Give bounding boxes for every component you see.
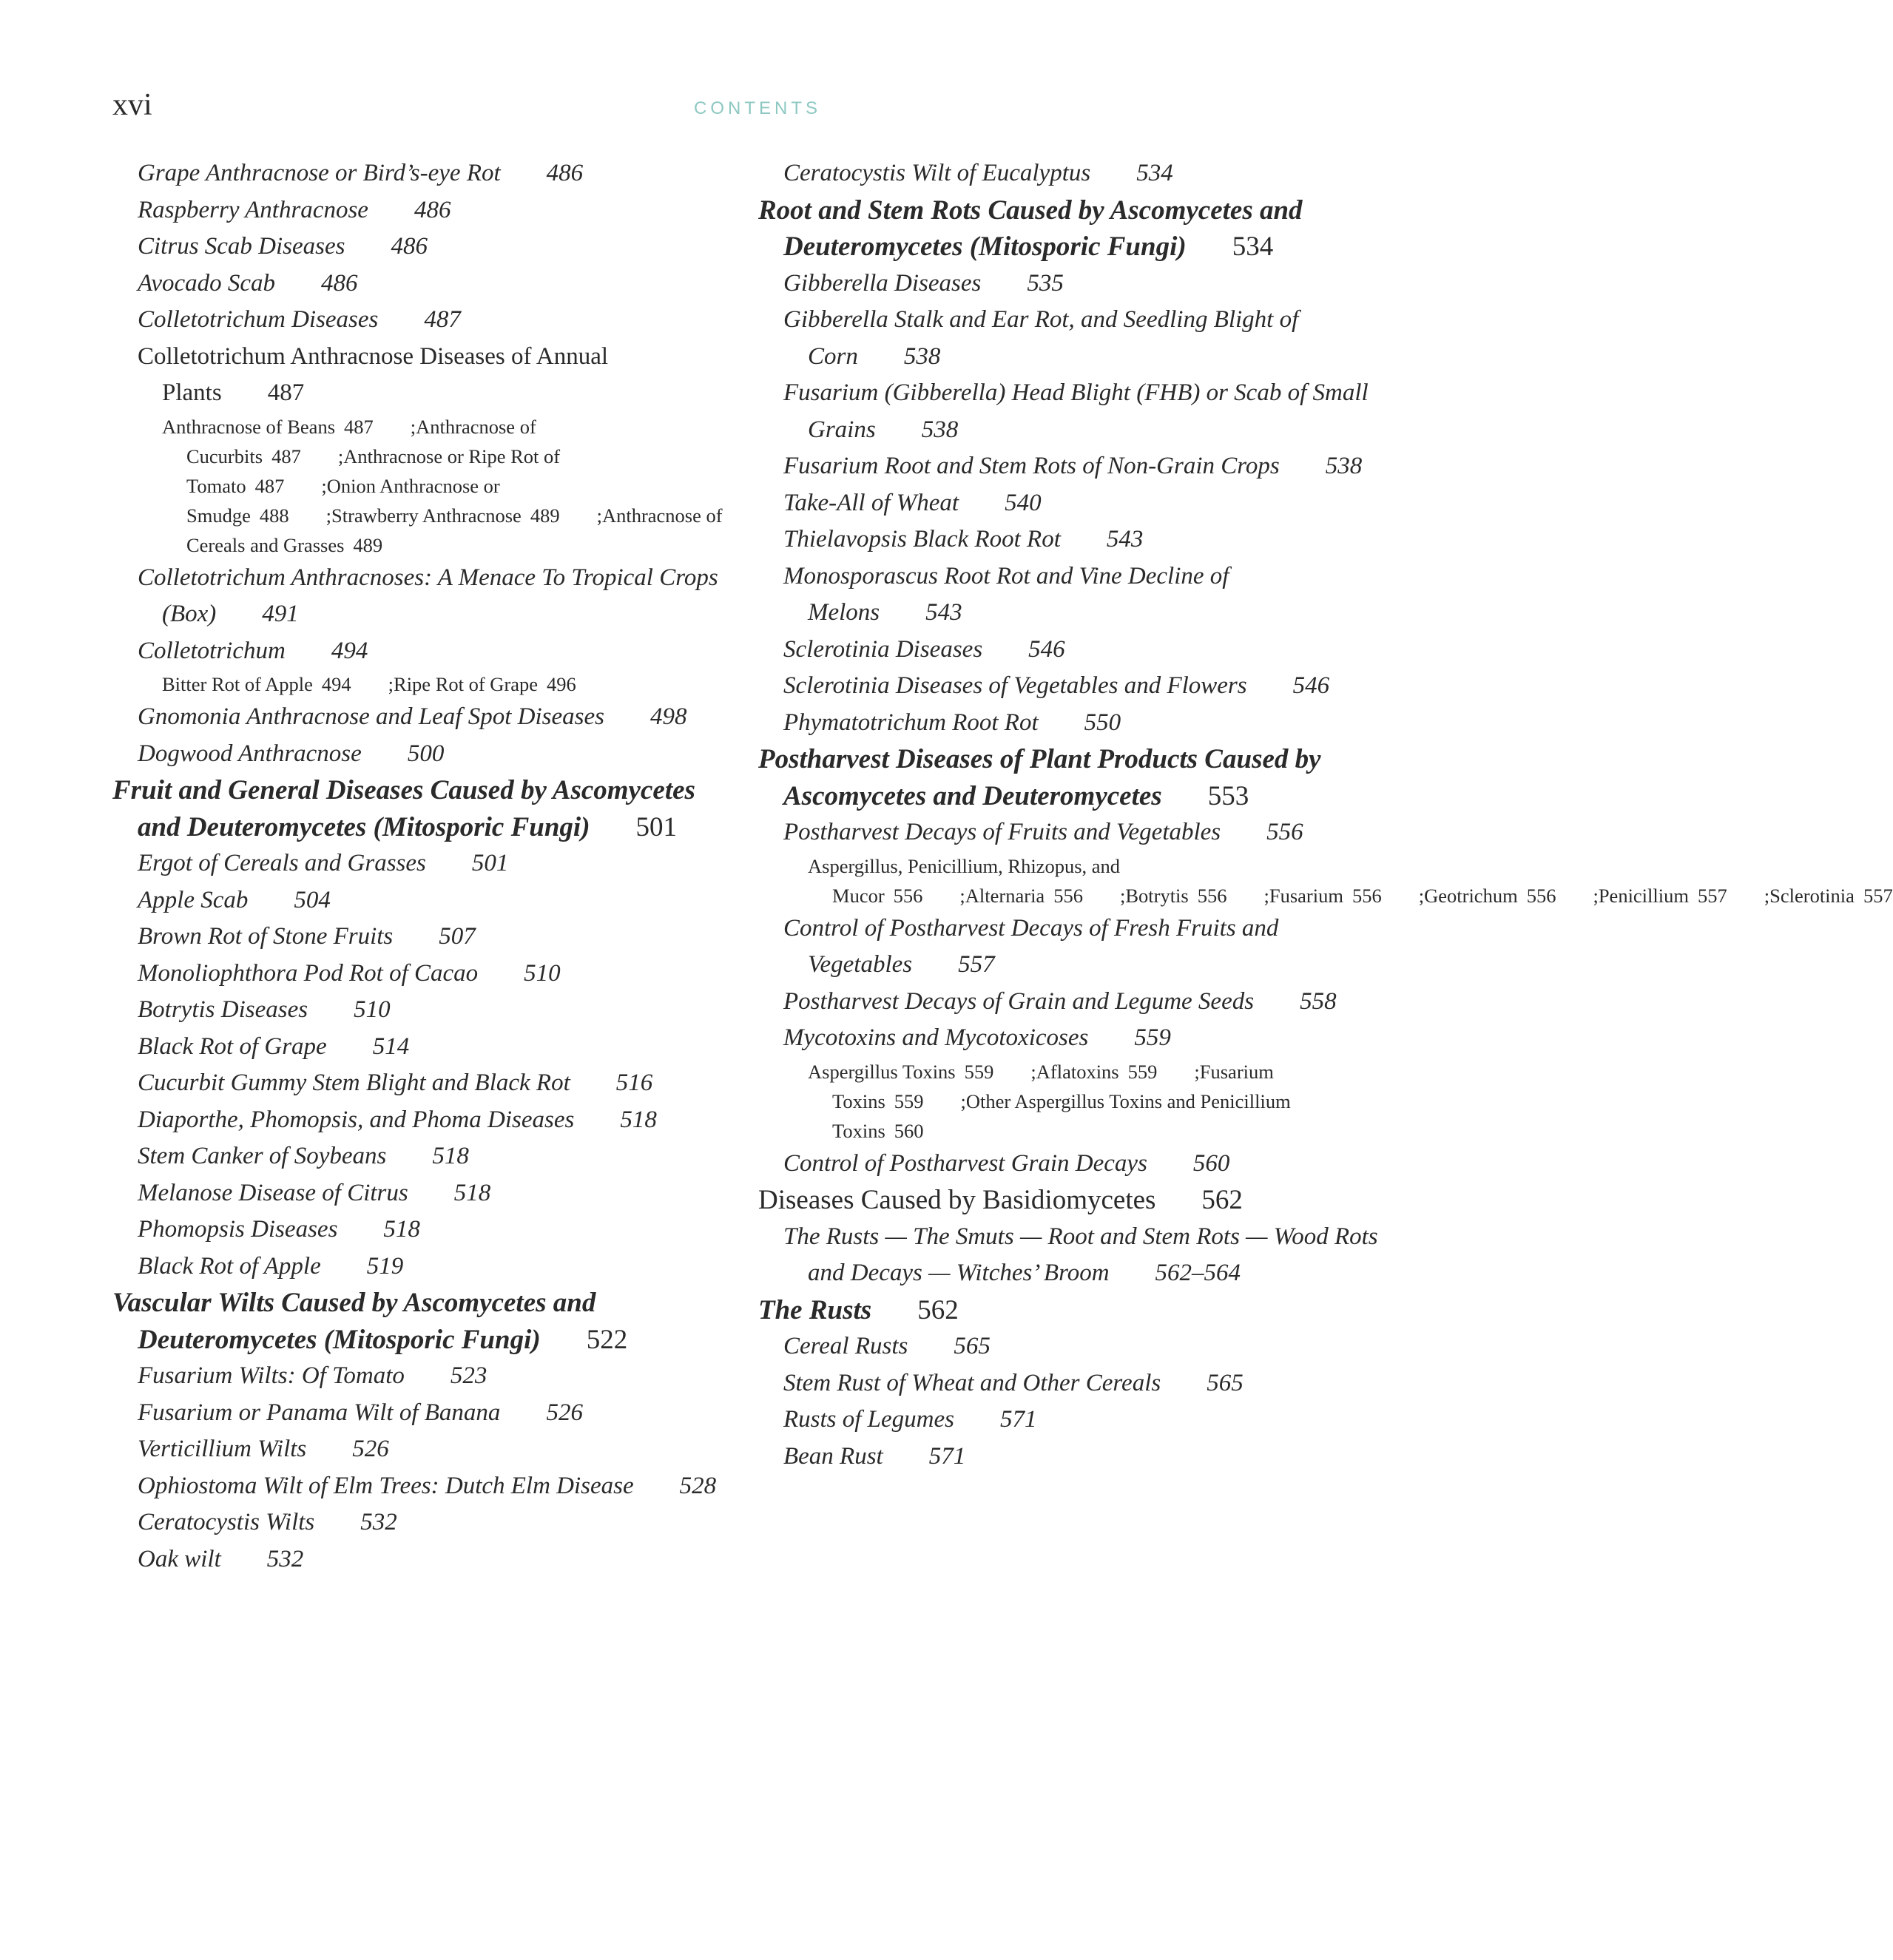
toc-subentry-group [758,1057,1380,1146]
toc-page-number: 504 [294,886,331,913]
toc-page-number: 494 [331,637,368,664]
toc-page-number: 556 [893,884,923,907]
toc-page-number: 518 [432,1143,469,1169]
toc-page-number: 488 [259,504,289,527]
toc-entry [112,155,734,192]
toc-page-number: 540 [1005,489,1042,516]
toc-entry-title: Apple Scab [138,886,249,913]
toc-entry [758,1328,1380,1365]
toc-entry-title: Fusarium Root and Stem Rots of Non-Grain Crops [783,453,1280,479]
toc-page-number: 538 [1325,453,1363,479]
separator: ; [1764,884,1770,907]
toc-page-number: 559 [964,1060,994,1083]
toc-page-number: 557 [1698,884,1727,907]
toc-page-number: 494 [321,673,351,695]
toc-entry-title: Cucurbit Gummy Stem Blight and Black Rot [138,1069,570,1096]
toc-entry [758,1402,1380,1439]
toc-entry-title: Colletotrichum Anthracnoses: A Menace To Tropical Crops (Box) [138,564,718,627]
toc-entry-title: Sclerotinia Diseases of Vegetables and Flowers [783,672,1247,699]
toc-page-number: 486 [546,160,584,186]
toc-entry [758,1146,1380,1183]
toc-page-number: 556 [1266,819,1303,845]
toc-entry-title: Ceratocystis Wilt of Eucalyptus [783,160,1091,186]
toc-section-heading [758,741,1380,814]
toc-entry-title: Brown Rot of Stone Fruits [138,923,394,950]
separator: ; [1418,884,1425,907]
toc-entry-title: Control of Postharvest Decays of Fresh Fruits and Vegetables [783,914,1279,978]
toc-entry-title: Ergot of Cereals and Grasses [138,850,426,876]
toc-entry-title: Colletotrichum Diseases [138,306,379,333]
toc-page-number: 560 [1192,1149,1230,1177]
separator: ; [321,474,327,497]
toc-entry [758,668,1380,705]
toc-entry-title: Gibberella Stalk and Ear Rot, and Seedling Blight of Corn [783,306,1299,370]
toc-page-number: 546 [1292,672,1330,699]
toc-entry-title: Postharvest Decays of Fruits and Vegetables [783,819,1221,845]
separator: ; [337,445,344,467]
toc-entry-title: Cereal Rusts [783,1333,908,1359]
toc-entry-title: Botrytis Diseases [138,996,308,1023]
toc-entry [758,375,1380,448]
toc-entry-title: The Rusts — The Smuts — Root and Stem Rots — Wood Rots and Decays — Witches’ Broom [783,1223,1378,1286]
toc-subentry-title: Onion Anthracnose or Smudge [186,474,500,527]
toc-entry [112,1029,734,1066]
toc-entry [758,448,1380,485]
toc-entry-title: Stem Rust of Wheat and Other Cereals [783,1369,1161,1396]
toc-entry [112,1504,734,1541]
toc-entry [112,1102,734,1139]
toc-entry-title: Fusarium Wilts: Of Tomato [138,1362,405,1389]
toc-page-number: 487 [267,379,305,406]
toc-page-number: 534 [1232,232,1274,262]
toc-entry [112,1541,734,1578]
toc-page-number: 532 [360,1509,397,1535]
toc-page-number: 538 [903,342,941,370]
toc-page-number: 486 [391,233,428,260]
toc-page-number: 526 [352,1436,389,1462]
toc-page-number: 562–564 [1155,1260,1241,1286]
toc-page-number: 518 [620,1106,657,1133]
running-head: CONTENTS [694,98,821,118]
toc-page-number: 557 [1863,884,1893,907]
toc-entry-title: Monosporascus Root Rot and Vine Decline of Melons [783,562,1229,626]
toc-entry-title: Bean Rust [783,1442,883,1470]
toc-subentry-title: Anthracnose of Beans [162,415,336,438]
toc-page-number: 486 [414,196,451,223]
toc-page-number: 553 [1207,780,1249,811]
separator: ; [325,504,331,527]
toc-entry [112,229,734,266]
toc-page-number: 565 [954,1333,991,1359]
toc-entry-title: The Rusts [758,1294,872,1325]
toc-right-column [758,155,1893,1475]
toc-page-number: 543 [925,599,962,626]
toc-entry [758,705,1380,742]
toc-page-number: 510 [524,959,561,987]
separator: ; [960,1089,966,1112]
toc-entry [758,485,1380,522]
separator: ; [388,673,394,695]
toc-entry [758,632,1380,669]
toc-entry [112,339,734,412]
toc-subentry-title: Alternaria [965,884,1045,907]
toc-subentry-title: Ripe Rot of Grape [394,673,539,695]
toc-entry [112,1431,734,1468]
toc-page-number: 514 [372,1033,410,1060]
separator: ; [410,415,416,438]
toc-entry-title: Grape Anthracnose or Bird’s-eye Rot [138,160,501,186]
toc-entry [112,1248,734,1285]
toc-entry-title: Citrus Scab Diseases [138,233,345,260]
toc-page-number: 559 [1134,1024,1171,1051]
toc-entry [112,266,734,303]
toc-entry-title: Take-All of Wheat [783,489,959,516]
toc-entry-title: Phymatotrichum Root Rot [783,709,1039,736]
toc-page-number: 546 [1028,635,1065,663]
toc-entry [758,302,1380,375]
toc-entry-title: Diaporthe, Phomopsis, and Phoma Diseases [138,1106,575,1133]
toc-entry [758,155,1380,192]
toc-section-heading [758,192,1380,266]
toc-page-number: 487 [424,306,461,333]
toc-subentry-title: Fusarium [1269,884,1343,907]
toc-section-heading [758,1292,1380,1329]
toc-entry [758,266,1380,303]
toc-subentry-title: Aspergillus, Penicillium, Rhizopus, and Mucor [808,854,1121,907]
toc-page-number: 487 [344,415,374,438]
toc-page-number: 522 [586,1324,628,1355]
toc-entry-title: Postharvest Diseases of Plant Products Caused by Ascomycetes and Deuteromycetes [758,744,1321,811]
toc-page-number: 556 [1197,884,1227,907]
toc-page-number: 559 [1127,1060,1158,1083]
toc-subentry-title: Aflatoxins [1036,1060,1119,1083]
toc-page-number: 565 [1207,1369,1244,1396]
toc-entry-title: Dogwood Anthracnose [138,740,362,767]
toc-subentry-title: Strawberry Anthracnose [331,504,522,527]
toc-page-number: 562 [917,1294,959,1325]
toc-entry [758,1219,1380,1292]
toc-entry [758,910,1380,984]
toc-entry [758,814,1380,851]
toc-entry-title: Oak wilt [138,1545,221,1572]
toc-subentry-title: Bitter Rot of Apple [162,673,313,695]
toc-subentry-title: Penicillium [1598,884,1689,907]
toc-entry [112,699,734,736]
separator: ; [1119,884,1126,907]
toc-entry-title: Ophiostoma Wilt of Elm Trees: Dutch Elm Disease [138,1472,634,1499]
toc-entry [112,1175,734,1212]
toc-entry-title: Thielavopsis Black Root Rot [783,526,1061,552]
toc-entry [112,1358,734,1395]
toc-page-number: 558 [1300,987,1337,1015]
toc-entry-title: Postharvest Decays of Grain and Legume Seeds [783,987,1255,1015]
toc-entry-title: Verticillium Wilts [138,1436,307,1462]
toc-subentry-title: Anthracnose of Cucurbits [186,415,536,467]
toc-entry [112,1468,734,1505]
toc-entry [112,560,734,633]
toc-entry-title: Black Rot of Apple [138,1252,321,1280]
toc-page-number: 518 [383,1216,420,1243]
toc-page-number: 487 [254,474,285,497]
toc-entry-title: Phomopsis Diseases [138,1216,338,1243]
toc-subentry-group [112,669,734,699]
toc-page-number: 500 [407,740,445,767]
toc-entry [758,984,1380,1021]
toc-page-number: 510 [354,996,391,1023]
toc-entry-title: Diseases Caused by Basidiomycetes [758,1185,1156,1215]
toc-entry [112,882,734,919]
toc-entry-title: Melanose Disease of Citrus [138,1179,408,1206]
toc-subentry-title: Sclerotinia [1769,884,1855,907]
toc-page-number: 560 [894,1119,924,1142]
toc-entry-title: Ceratocystis Wilts [138,1509,315,1535]
toc-entry [112,992,734,1029]
toc-entry [758,1020,1380,1057]
toc-section-heading [758,1182,1380,1219]
toc-page-number: 487 [271,445,301,467]
toc-page-number: 489 [530,504,560,527]
toc-page-number: 496 [547,673,576,695]
toc-subentry-group [112,412,734,560]
toc-entry [112,1065,734,1102]
toc-page-number: 534 [1136,160,1173,186]
toc-entry-title: Black Rot of Grape [138,1033,327,1060]
toc-entry-title: Fruit and General Diseases Caused by Ascomycetes and Deuteromycetes (Mitosporic Fungi) [112,775,695,842]
toc-left-column [112,155,734,1578]
toc-entry [112,633,734,670]
toc-entry-title: Stem Canker of Soybeans [138,1143,387,1169]
toc-page-number: 556 [1053,884,1083,907]
toc-section-heading [112,1285,734,1358]
toc-subentry-title: Aspergillus Toxins [808,1060,956,1083]
separator: ; [1194,1060,1200,1083]
toc-page-number: 518 [453,1179,491,1206]
toc-subentry-title: Fusarium Toxins [832,1060,1274,1112]
toc-entry-title: Gibberella Diseases [783,269,982,297]
toc-entry [112,1138,734,1175]
toc-entry [112,956,734,993]
toc-page-number: 571 [1000,1406,1037,1433]
page-number: xvi [112,88,152,122]
toc-entry [112,845,734,882]
toc-entry-title: Colletotrichum [138,637,286,664]
toc-page-number: 523 [450,1362,487,1389]
toc-entry-title: Rusts of Legumes [783,1406,954,1433]
toc-subentry-title: Other Aspergillus Toxins and Penicillium Toxins [832,1089,1291,1142]
toc-subentry-title: Anthracnose of Cereals and Grasses [186,504,723,556]
separator: ; [959,884,965,907]
toc-page-number: 507 [439,923,476,950]
toc-page-number: 543 [1106,526,1144,552]
toc-page-number: 501 [471,850,509,876]
toc-page-number: 491 [262,601,299,627]
toc-page-number: 571 [928,1442,966,1470]
toc-entry [758,558,1380,632]
separator: ; [1593,884,1599,907]
toc-page-number: 489 [353,533,383,556]
toc-entry [112,1212,734,1248]
toc-page-number: 556 [1352,884,1382,907]
toc-page-number: 559 [894,1089,924,1112]
toc-entry-title: Colletotrichum Anthracnose Diseases of Annual Plants [138,342,609,406]
toc-entry [112,736,734,773]
toc-entry [112,192,734,229]
toc-subentry-title: Anthracnose or Ripe Rot of Tomato [186,445,561,497]
toc-subentry-group [758,851,1893,910]
toc-page-number: 556 [1526,884,1556,907]
toc-entry-title: Fusarium or Panama Wilt of Banana [138,1399,501,1426]
toc-page-number: 538 [921,416,959,443]
toc-page-number: 532 [266,1545,304,1572]
toc-entry [112,302,734,339]
toc-entry-title: Avocado Scab [138,269,276,297]
toc-page-number: 557 [958,951,995,978]
toc-page-number: 535 [1027,269,1064,297]
toc-section-heading [112,772,734,845]
toc-page-number: 501 [635,811,678,842]
separator: ; [1263,884,1269,907]
toc-entry [112,1395,734,1432]
toc-entry [758,1439,1380,1476]
toc-page-number: 562 [1201,1185,1243,1215]
separator: ; [1030,1060,1036,1083]
toc-entry-title: Monoliophthora Pod Rot of Cacao [138,959,479,987]
toc-subentry-title: Botrytis [1125,884,1189,907]
toc-entry [758,1365,1380,1402]
toc-entry-title: Raspberry Anthracnose [138,196,368,223]
toc-entry-title: Mycotoxins and Mycotoxicoses [783,1024,1089,1051]
toc-entry-title: Gnomonia Anthracnose and Leaf Spot Diseases [138,703,604,730]
toc-page-number: 486 [321,269,358,297]
toc-subentry-title: Geotrichum [1424,884,1518,907]
toc-page-number: 519 [366,1252,404,1280]
toc-entry-title: Root and Stem Rots Caused by Ascomycetes and Deuteromycetes (Mitosporic Fungi) [758,195,1303,262]
toc-entry [758,521,1380,558]
toc-entry-title: Vascular Wilts Caused by Ascomycetes and Deuteromycetes (Mitosporic Fungi) [112,1288,596,1355]
toc-page-number: 516 [615,1069,653,1096]
toc-entry-title: Sclerotinia Diseases [783,635,983,663]
toc-entry [112,919,734,956]
toc-entry-title: Fusarium (Gibberella) Head Blight (FHB) or Scab of Small Grains [783,379,1369,443]
toc-page-number: 528 [679,1472,717,1499]
toc-page-number: 526 [546,1399,583,1426]
toc-page-number: 498 [649,703,687,730]
toc-entry-title: Control of Postharvest Grain Decays [783,1149,1147,1177]
toc-page-number: 550 [1084,709,1121,736]
separator: ; [596,504,602,527]
